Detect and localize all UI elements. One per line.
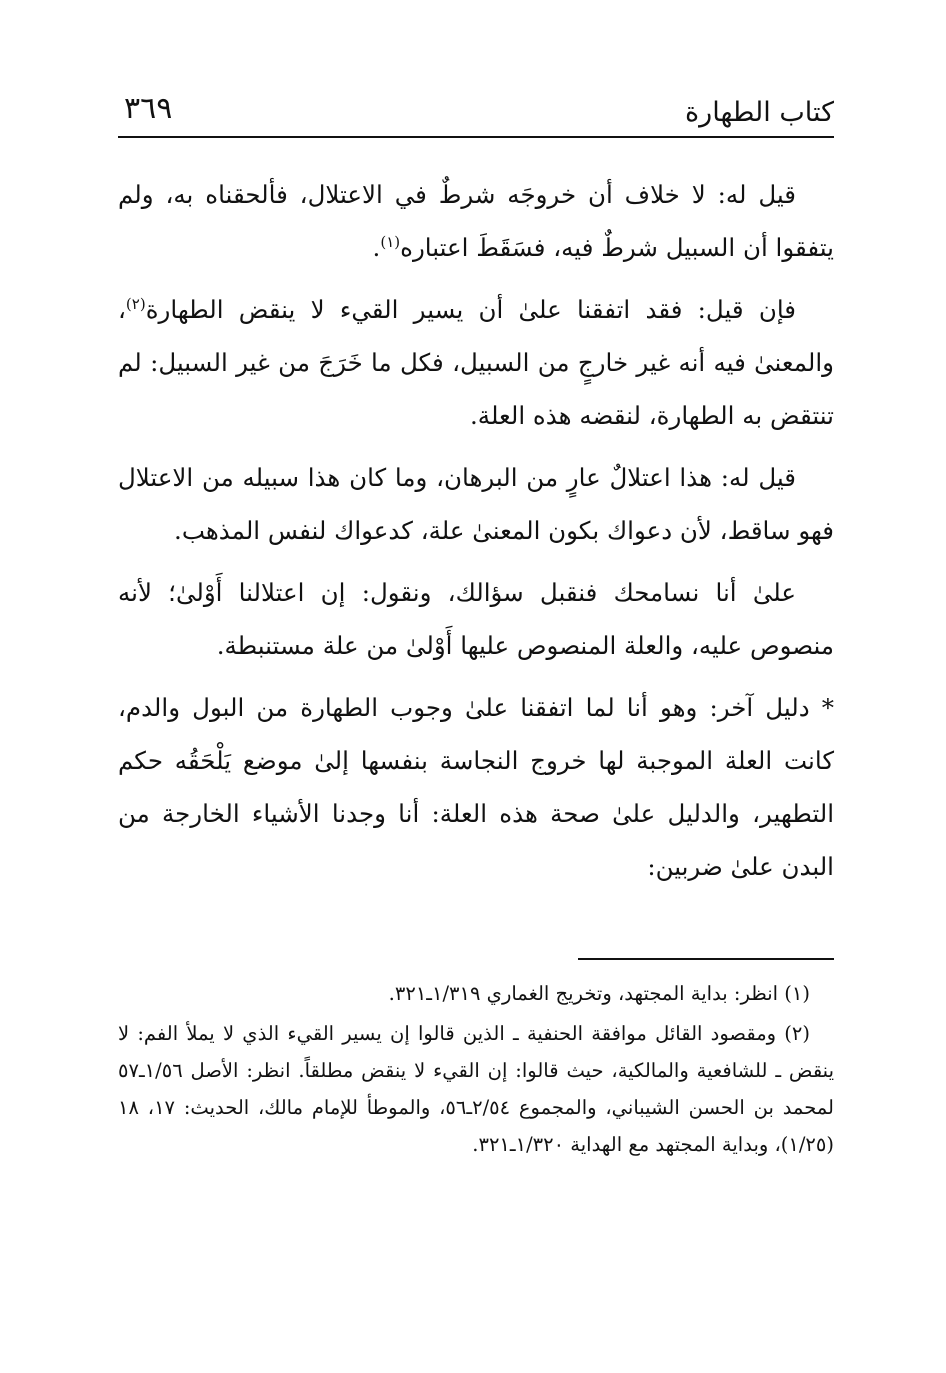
paragraph <box>118 566 834 672</box>
paragraph-text-end: ، والمعنىٰ فيه أنه غير خارجٍ من السبيل، فكل ما خَرَجَ من غير السبيل: لم تنتقض به الطهارة، لنقضه هذه العلة. <box>118 295 834 430</box>
footnotes <box>118 975 834 1166</box>
paragraph <box>118 168 834 274</box>
paragraph <box>118 451 834 557</box>
paragraph-text: فإن قيل: فقد اتفقنا علىٰ أن يسير القيء لا ينقض الطهارة <box>145 295 796 324</box>
footnote: (٢) ومقصود القائل موافقة الحنفية ـ الذين قالوا إن يسير القيء الذي لا يملأ الفم: لا ينقض ـ للشافعية والمالكية، حيث قالوا: إن القيء لا ينقض مطلقاً. انظر: الأصل ١/٥٦ـ٥٧ لمحمد بن الحسن الشيباني، والمجموع ٢/٥٤ـ٥٦، والموطأ للإمام مالك، الحديث: ١٧، ١٨ (١/٢٥)، وبداية المجتهد مع الهداية ١/٣٢٠ـ٣٢١. <box>118 1022 835 1156</box>
paragraph-text: * دليل آخر: وهو أنا لما اتفقنا علىٰ وجوب الطهارة من البول والدم، كانت العلة الموجبة لها خروج النجاسة بنفسها إلىٰ موضع يَلْحَقُه حكم التطهير، والدليل علىٰ صحة هذه العلة: أنا وجدنا الأشياء الخارجة من البدن علىٰ ضربين: <box>118 693 834 881</box>
paragraph-text: قيل له: لا خلاف أن خروجَه شرطٌ في الاعتلال، فألحقناه به، ولم يتفقوا أن السبيل شرطٌ فيه، فسَقَطَ اعتباره <box>118 180 834 262</box>
paragraph-text: قيل له: هذا اعتلالٌ عارٍ من البرهان، وما كان هذا سبيله من الاعتلال فهو ساقط، لأن دعواك بكون المعنىٰ علة، كدعواك لنفس المذهب. <box>118 463 834 545</box>
footnote-marker: (٢) <box>125 294 146 313</box>
paragraph-text-end: . <box>372 233 381 262</box>
footnote: (١) انظر: بداية المجتهد، وتخريج الغماري ١/٣١٩ـ٣٢١. <box>388 982 810 1005</box>
page-header <box>118 88 834 138</box>
paragraph <box>118 681 834 893</box>
main-text <box>118 168 834 902</box>
page-number: ٣٦٩ <box>124 91 173 126</box>
footnote-divider <box>578 958 834 960</box>
paragraph-text: علىٰ أنا نسامحك فنقبل سؤالك، ونقول: إن اعتلالنا أَوْلىٰ؛ لأنه منصوص عليه، والعلة المنصوص عليها أَوْلىٰ من علة مستنبطة. <box>118 578 834 660</box>
running-title: كتاب الطهارة <box>685 97 834 128</box>
paragraph <box>118 283 834 442</box>
footnote-marker: (١) <box>380 232 401 251</box>
